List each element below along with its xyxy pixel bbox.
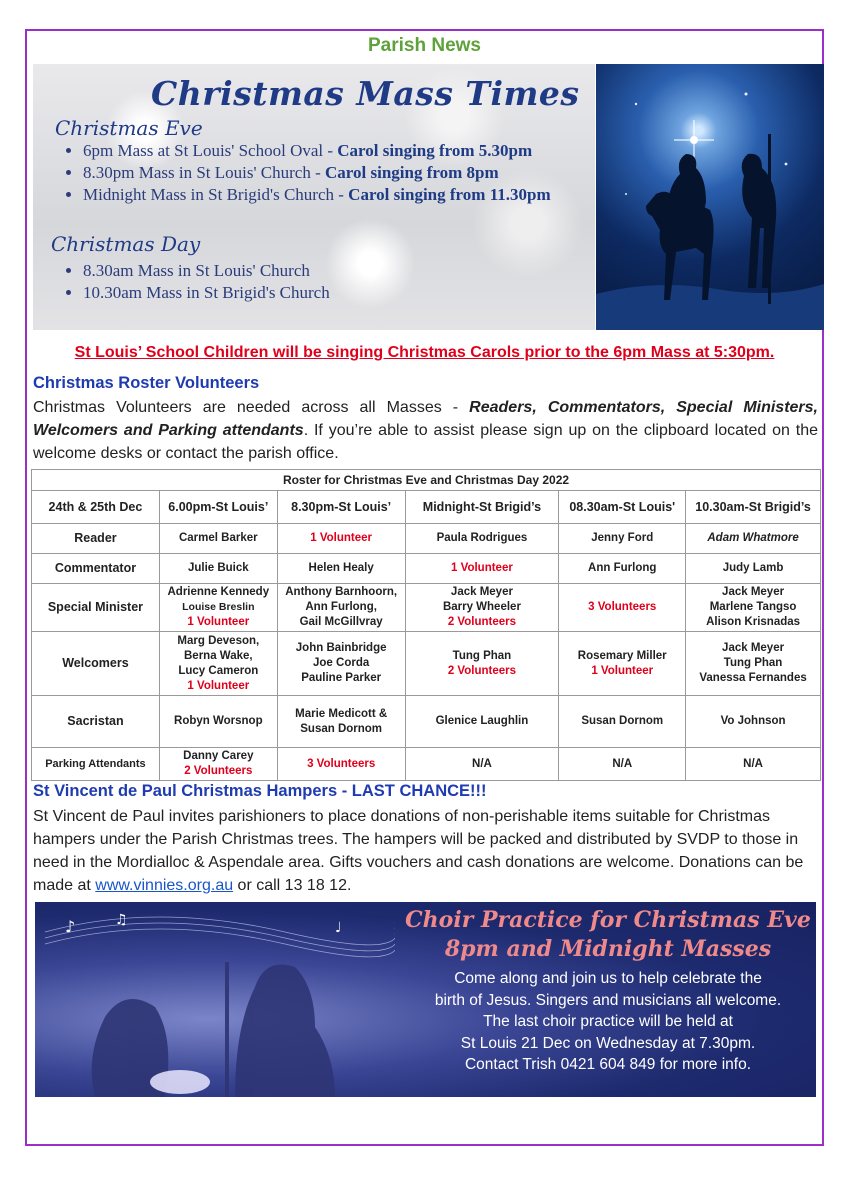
mass-times-title: Christmas Mass Times — [151, 74, 580, 113]
volunteer-needed: 2 Volunteers — [184, 765, 253, 777]
roster-column-header: 8.30pm-St Louis’ — [277, 491, 405, 524]
roster-column-header: 24th & 25th Dec — [32, 491, 160, 524]
roster-cell — [559, 584, 686, 632]
volunteer-name: Gail McGillvray — [299, 616, 383, 628]
roster-cell — [686, 554, 821, 584]
choir-line: Come along and join us to help celebrate the — [454, 970, 762, 987]
volunteer-name: Susan Dornom — [581, 715, 664, 727]
roster-cell — [686, 632, 821, 696]
volunteer-needed: 2 Volunteers — [447, 616, 517, 628]
music-staff-icon — [45, 917, 395, 957]
roster-cell — [405, 554, 559, 584]
volunteer-name: Glenice Laughlin — [435, 715, 529, 727]
volunteer-name: Susan Dornom — [300, 722, 383, 735]
roster-column-header: Midnight-St Brigid’s — [405, 491, 559, 524]
choir-body — [403, 968, 813, 1076]
christmas-eve-item: • 8.30pm Mass in St Louis' Church - Carol singing from 8pm — [83, 162, 551, 184]
roster-role: Special Minister — [32, 584, 160, 632]
svdp-paragraph: St Vincent de Paul invites parishioners to place donations of non-perishable items suitable for Christmas hampers under the Parish Christmas trees. The hampers will be packed and distributed by SVDP to those in need in the Mordialloc & Aspendale area. Gifts vouchers and cash donations are welcome. Donations can be made at www.vinnies.org.au or call 13 18 12. — [33, 808, 804, 894]
roster-cell — [559, 748, 686, 781]
christmas-eve-list — [63, 140, 551, 206]
christmas-day-item: • 10.30am Mass in St Brigid's Church — [83, 282, 330, 304]
roster-cell — [159, 554, 277, 584]
volunteer-name: Vo Johnson — [720, 715, 786, 727]
roster-role: Parking Attendants — [32, 748, 160, 781]
volunteer-name: Alison Krisnadas — [706, 616, 801, 628]
roster-row — [32, 632, 821, 696]
roster-cell — [277, 696, 405, 748]
roster-header-row — [32, 491, 821, 524]
roster-cell — [405, 584, 559, 632]
volunteer-needed: 1 Volunteer — [591, 664, 654, 677]
roster-cell — [559, 554, 686, 584]
volunteer-name: Helen Healy — [308, 562, 374, 574]
christmas-eve-heading: Christmas Eve — [55, 116, 203, 140]
roster-row — [32, 748, 821, 781]
volunteer-name: N/A — [472, 757, 492, 770]
roster-cell — [405, 632, 559, 696]
roster-cell — [277, 524, 405, 554]
roster-cell — [559, 524, 686, 554]
volunteer-name: Barry Wheeler — [442, 601, 521, 613]
volunteer-name: Rosemary Miller — [577, 649, 667, 662]
nativity-image — [596, 64, 824, 330]
roster-cell — [159, 584, 277, 632]
roster-role: Welcomers — [32, 632, 160, 696]
roster-role: Sacristan — [32, 696, 160, 748]
roster-column-header: 6.00pm-St Louis’ — [159, 491, 277, 524]
roster-heading: Christmas Roster Volunteers — [33, 374, 260, 392]
volunteer-name: Judy Lamb — [722, 562, 784, 574]
roster-cell — [559, 632, 686, 696]
volunteer-name: Ann Furlong, — [305, 601, 377, 613]
christmas-eve-item: • 6pm Mass at St Louis' School Oval - Carol singing from 5.30pm — [83, 140, 551, 162]
volunteer-name: N/A — [743, 757, 763, 770]
roster-row — [32, 554, 821, 584]
volunteer-needed: 3 Volunteers — [307, 757, 376, 770]
volunteer-name: John Bainbridge — [295, 642, 387, 654]
choir-text-block — [403, 906, 813, 1076]
svdp-heading: St Vincent de Paul Christmas Hampers - LAST CHANCE!!! — [33, 782, 487, 800]
volunteer-name: Marg Deveson, — [177, 634, 260, 647]
music-note-icon: ♪ — [65, 917, 76, 936]
volunteer-needed: 2 Volunteers — [447, 664, 517, 677]
school-carols-notice: St Louis’ School Children will be singing Christmas Carols prior to the 6pm Mass at 5:30pm. — [74, 344, 775, 361]
roster-row — [32, 584, 821, 632]
roster-column-header: 10.30am-St Brigid’s — [686, 491, 821, 524]
volunteer-name: Danny Carey — [183, 750, 254, 762]
volunteer-needed: 1 Volunteer — [310, 532, 373, 544]
roster-cell — [405, 696, 559, 748]
page-title: Parish News — [368, 35, 481, 56]
volunteer-name: Marie Medicott & — [295, 707, 388, 720]
roster-cell — [159, 524, 277, 554]
volunteer-name: Julie Buick — [187, 562, 249, 574]
nativity-choir-silhouette — [35, 902, 395, 1097]
roster-role: Reader — [32, 524, 160, 554]
roster-cell — [686, 584, 821, 632]
roster-cell — [159, 696, 277, 748]
volunteer-name: Jack Meyer — [722, 586, 785, 598]
volunteer-name: Carmel Barker — [178, 532, 258, 544]
volunteer-name: N/A — [612, 757, 633, 770]
choir-line: St Louis 21 Dec on Wednesday at 7.30pm. — [460, 1034, 756, 1052]
choir-line: The last choir practice will be held at — [483, 1013, 733, 1030]
roster-role: Commentator — [32, 554, 160, 584]
volunteer-name: Jack Meyer — [450, 586, 513, 598]
volunteer-needed: 1 Volunteer — [187, 679, 250, 692]
roster-cell — [277, 748, 405, 781]
volunteer-name: Anthony Barnhoorn, — [285, 586, 398, 598]
volunteer-name: Tung Phan — [723, 657, 783, 669]
mass-times-banner — [33, 64, 595, 330]
choir-line: birth of Jesus. Singers and musicians all welcome. — [434, 991, 782, 1009]
roster-table — [31, 469, 821, 781]
roster-cell — [686, 748, 821, 781]
star-icon — [674, 120, 714, 160]
roster-cell — [559, 696, 686, 748]
choir-practice-banner — [35, 902, 816, 1097]
roster-row — [32, 696, 821, 748]
volunteer-name: Paula Rodrigues — [436, 532, 528, 544]
choir-title-line1: Choir Practice for Christmas Eve — [405, 907, 811, 933]
vinnies-link[interactable]: www.vinnies.org.au — [95, 877, 234, 894]
roster-cell — [405, 748, 559, 781]
christmas-eve-item: • Midnight Mass in St Brigid's Church - Carol singing from 11.30pm — [83, 184, 551, 206]
roster-cell — [277, 632, 405, 696]
volunteer-name: Louise Breslin — [182, 601, 255, 613]
roster-cell — [277, 554, 405, 584]
christmas-day-heading: Christmas Day — [51, 232, 201, 256]
volunteer-name: Adam Whatmore — [707, 532, 799, 544]
roster-cell — [159, 632, 277, 696]
volunteer-needed: 1 Volunteer — [187, 616, 250, 628]
volunteer-name: Jack Meyer — [722, 642, 785, 654]
nativity-silhouette — [596, 64, 824, 330]
roster-cell — [277, 584, 405, 632]
volunteer-needed: 1 Volunteer — [451, 562, 513, 574]
volunteer-needed: 3 Volunteers — [588, 601, 657, 613]
roster-cell — [686, 696, 821, 748]
volunteer-name: Robyn Worsnop — [174, 715, 263, 727]
volunteer-name: Pauline Parker — [301, 672, 382, 684]
volunteer-name: Ann Furlong — [588, 562, 657, 574]
roster-intro: Christmas Volunteers are needed across all Masses - Readers, Commentators, Special Ministers, Welcomers and Parking attendants. If you’re able to assist please sign up on the clipboard located on the welcome desks or contact the parish office. — [33, 399, 819, 462]
volunteer-name: Vanessa Fernandes — [699, 672, 807, 684]
christmas-day-list — [63, 260, 330, 304]
roster-row — [32, 524, 821, 554]
roster-cell — [159, 748, 277, 781]
music-note-icon: ♩ — [335, 920, 342, 936]
volunteer-name: Lucy Cameron — [178, 664, 259, 677]
volunteer-name: Jenny Ford — [591, 532, 654, 544]
choir-line: Contact Trish 0421 604 849 for more info. — [464, 1056, 752, 1073]
volunteer-name: Berna Wake, — [184, 649, 253, 662]
music-note-icon: ♫ — [115, 912, 128, 928]
choir-title-line2: 8pm and Midnight Masses — [444, 936, 772, 962]
roster-caption: Roster for Christmas Eve and Christmas Day 2022 — [32, 470, 821, 491]
volunteer-name: Adrienne Kennedy — [167, 586, 270, 598]
roster-cell — [686, 524, 821, 554]
roster-cell — [405, 524, 559, 554]
christmas-day-item: • 8.30am Mass in St Louis' Church — [83, 260, 330, 282]
volunteer-name: Tung Phan — [452, 649, 512, 662]
volunteer-name: Joe Corda — [313, 657, 370, 669]
roster-column-header: 08.30am-St Louis' — [559, 491, 686, 524]
volunteer-name: Marlene Tangso — [709, 601, 797, 613]
